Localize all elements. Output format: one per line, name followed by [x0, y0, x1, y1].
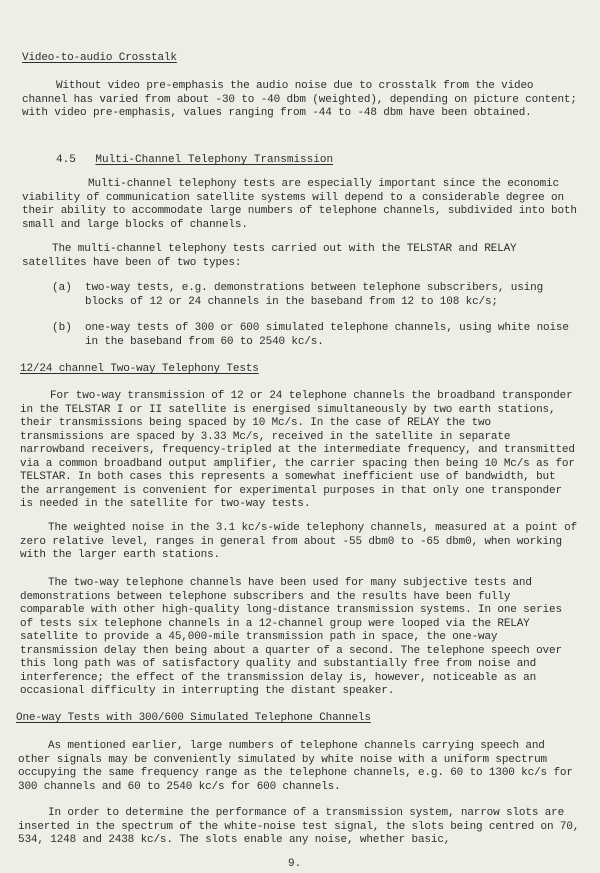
list-item-label: (a)	[52, 282, 72, 294]
section-number: 4.5	[56, 154, 76, 166]
paragraph-two-way-1: For two-way transmission of 12 or 24 telephone channels the broadband transponder in the TELSTAR I or II satellite is energised simultaneously by two earth stations, their transmissions being spaced by 10 Mc/s. In the case of RELAY the two transmissions are spaced by 3.33 Mc/s, received in the satellite in separate narrowband receivers, frequency-tripled at the intermediate frequency, and transmitted via a common broadband output amplifier, the carrier spacing then being 10 Mc/s as for TELSTAR. In both cases this represents a somewhat inefficient use of bandwidth, but the arrangement is convenient for experimental purposes in that only one transponder is needed in the satellite for two-way tests.	[20, 390, 575, 510]
list-item-label: (b)	[52, 322, 72, 334]
paragraph-multichannel-2: The multi-channel telephony tests carried out with the TELSTAR and RELAY satellites have been of two types:	[22, 243, 517, 269]
list-item-text: one-way tests of 300 or 600 simulated telephone channels, using white noise in the baseband from 60 to 2540 kc/s.	[85, 322, 569, 348]
list-item-text: two-way tests, e.g. demonstrations between telephone subscribers, using blocks of 12 or 24 channels in the baseband from 12 to 108 kc/s;	[85, 282, 544, 308]
page-number: 9.	[288, 858, 302, 870]
section-heading	[56, 149, 556, 167]
paragraph-one-way-2: In order to determine the performance of a transmission system, narrow slots are inserted in the spectrum of the white-noise test signal, the slots being centred on 70, 534, 1248 and 2438 kc/s. The slots enable any noise, whether basic,	[18, 807, 580, 846]
paragraph-one-way-1: As mentioned earlier, large numbers of telephone channels carrying speech and other signals may be conveniently simulated by white noise with a uniform spectrum occupying the same frequency range as the telephone channels, e.g. 60 to 1300 kc/s for 300 channels and 60 to 2540 kc/s for 600 channels.	[18, 740, 573, 793]
heading-video-to-audio-crosstalk: Video-to-audio Crosstalk	[22, 52, 177, 64]
section-title: Multi-Channel Telephony Transmission	[95, 154, 334, 166]
heading-one-way-tests: One-way Tests with 300/600 Simulated Telephone Channels	[16, 712, 371, 724]
paragraph-video-audio: Without video pre-emphasis the audio noise due to crosstalk from the video channel has varied from about -30 to -40 dbm (weighted), depending on picture content; with video pre-emphasis, values ranging from -44 to -48 dbm have been obtained.	[22, 80, 577, 119]
paragraph-two-way-3: The two-way telephone channels have been used for many subjective tests and demonstrations between telephone subscribers and the results have been fully comparable with other high-quality long-distance transmission systems. In one series of tests six telephone channels in a 12-channel group were looped via the RELAY satellite to provide a 45,000-mile transmission path in space, the one-way transmission delay then being about a quarter of a second. The telephone speech over this long path was of satisfactory quality and substantially free from noise and interference; the effect of the transmission delay is, however, noticeable as an occasional difficulty in interrupting the distant speaker.	[20, 577, 562, 697]
heading-two-way-telephony-tests: 12/24 channel Two-way Telephony Tests	[20, 363, 259, 375]
paragraph-two-way-2: The weighted noise in the 3.1 kc/s-wide telephony channels, measured at a point of zero relative level, ranges in general from about -55 dbm0 to -65 dbm0, when working with the larger earth stations.	[20, 522, 577, 561]
paragraph-multichannel-1: Multi-channel telephony tests are especially important since the economic viability of communication satellite systems will depend to a considerable degree on their ability to accommodate large numbers of telephone channels, subdivided into both small and large blocks of channels.	[22, 178, 577, 231]
